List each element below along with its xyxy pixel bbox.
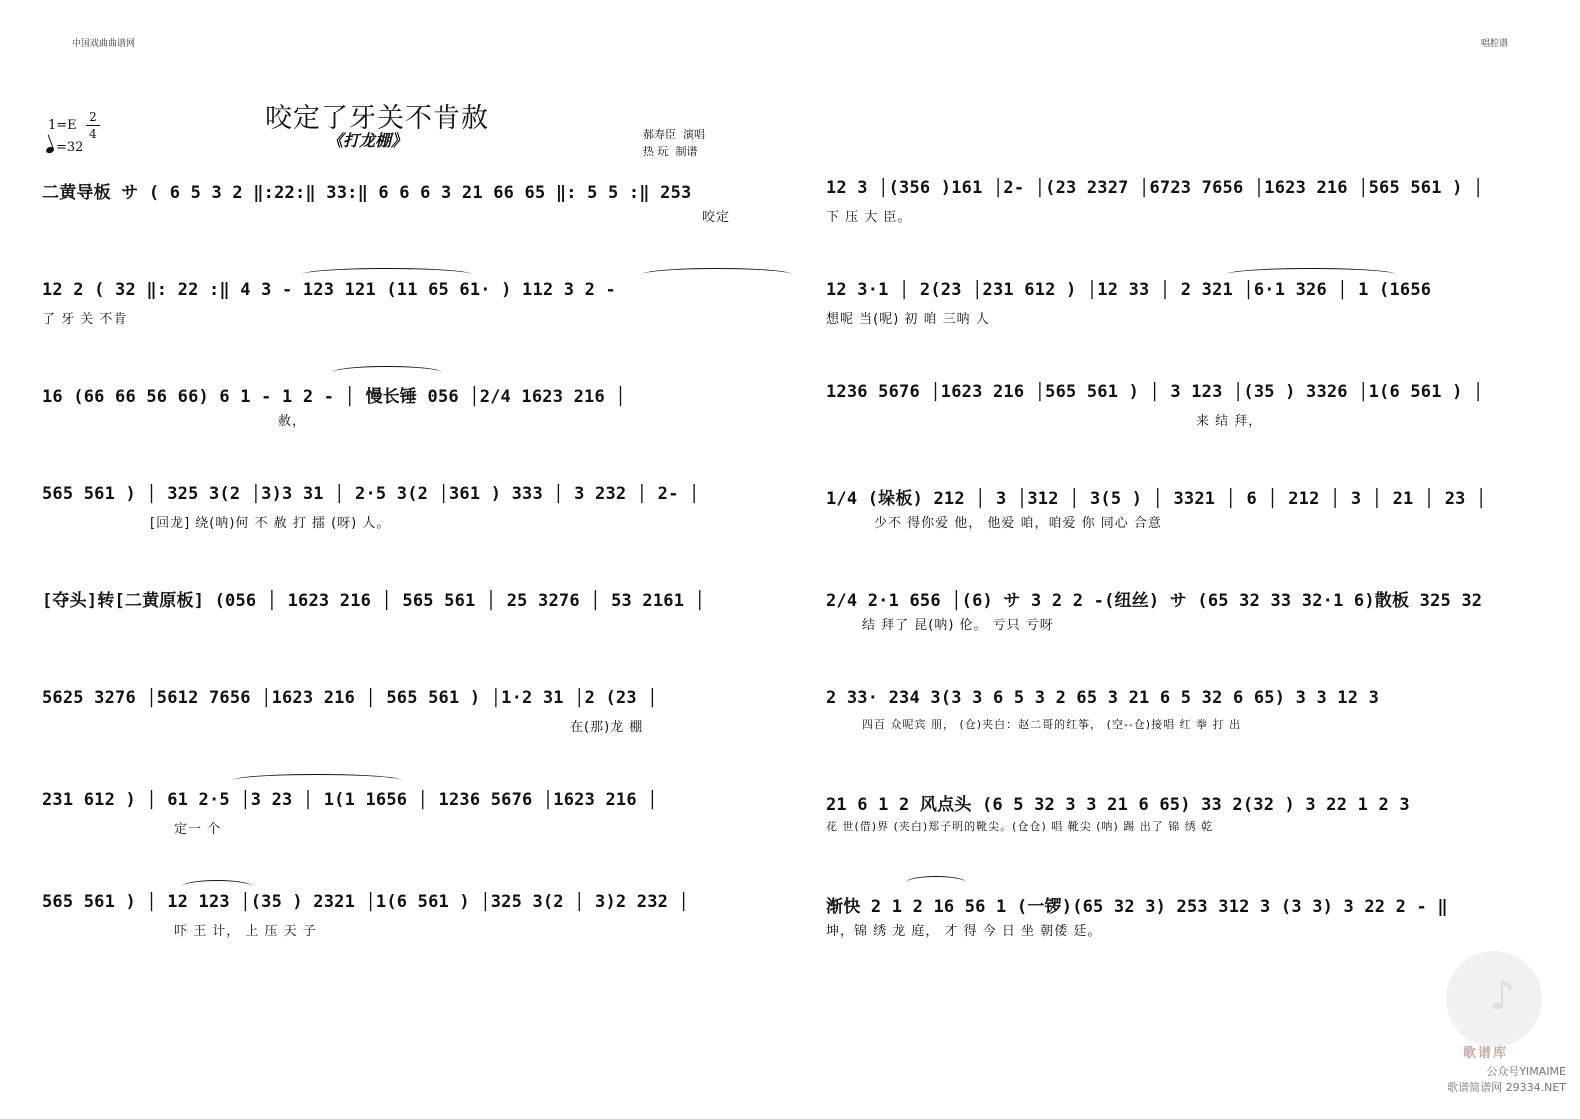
credits: [643, 126, 705, 160]
score-row: [42, 264, 754, 366]
time-signature: [86, 110, 100, 141]
notation-line: 1236 5676 │1623 216 │565 561 ) │ 3 123 │(35 ) 3326 │1(6 561 ) │: [826, 382, 1484, 402]
score-row: [826, 366, 1538, 468]
meter-bottom: 4: [89, 127, 97, 141]
score-row: [42, 162, 754, 264]
lyrics-line: [回龙] 绕(呐)何 不 赦 打 擂 (呀) 人。: [150, 516, 391, 531]
score-row: [42, 672, 754, 774]
lyrics-line: 结 拜了 昆(呐) 伦。 亏只 亏呀: [862, 618, 1054, 633]
credit-name: 郝寿臣: [643, 128, 676, 141]
notation-line: 1/4 (垛板) 212 │ 3 │312 │ 3(5 ) │ 3321 │ 6 │ 212 │ 3 │ 21 │ 23 │: [826, 489, 1487, 509]
quarter-note-icon: [45, 146, 55, 154]
score-row: [826, 774, 1538, 876]
score-row: [826, 570, 1538, 672]
watermark-brand: 歌谱库: [1462, 1046, 1508, 1061]
slur-mark: [232, 774, 402, 787]
tempo-value: =32: [56, 140, 84, 155]
lyrics-line: 赦，: [278, 414, 307, 429]
credit-role: 演唱: [683, 128, 705, 141]
score-right-column: [826, 162, 1538, 978]
credit-arranger: [643, 143, 705, 160]
notation-line: [夺头]转[二黄原板] (056 │ 1623 216 │ 565 561 │ 25 3276 │ 53 2161 │: [42, 591, 706, 611]
watermark-site: 歌谱简谱网 29334.NET: [1447, 1081, 1566, 1094]
notation-line: 12 3 │(356 )161 │2- │(23 2327 │6723 7656 │1623 216 │565 561 ) │: [826, 178, 1484, 198]
site-header-right: 唱腔谱: [1480, 39, 1508, 49]
slur-mark: [302, 268, 472, 281]
meter-top: 2: [89, 110, 97, 124]
score-row: [826, 264, 1538, 366]
watermark-wechat: 公众号YIMAIME: [1486, 1065, 1566, 1078]
slur-mark: [332, 366, 442, 379]
score-row: [826, 162, 1538, 264]
score-row: [42, 468, 754, 570]
lyrics-line: 了 牙 关 不肯: [42, 312, 128, 327]
key-signature: 1=E: [48, 118, 77, 133]
score-row: [42, 366, 754, 468]
lyrics-line: 下 压 大 臣。: [826, 210, 912, 225]
slur-mark: [642, 268, 792, 281]
notation-line: 565 561 ) │ 325 3(2 │3)3 31 │ 2·5 3(2 │361 ) 333 │ 3 232 │ 2- │: [42, 484, 700, 504]
notation-line: 565 561 ) │ 12 123 │(35 ) 2321 │1(6 561 ) │325 3(2 │ 3)2 232 │: [42, 892, 689, 912]
score-row: [42, 774, 754, 876]
score-row: [42, 570, 754, 672]
tempo-mark: [46, 140, 83, 155]
watermark: [1420, 931, 1570, 1111]
score-row: [826, 468, 1538, 570]
notation-line: 渐快 2 1 2 16 56 1 (一锣)(65 32 3) 253 312 3 (3 3) 3 22 2 - ‖: [826, 897, 1448, 917]
lyrics-line: 吓 王 计， 上 压 天 子: [174, 924, 317, 939]
lyrics-line: 来 结 拜，: [1196, 414, 1263, 429]
notation-line: 231 612 ) │ 61 2·5 │3 23 │ 1(1 1656 │ 1236 5676 │1623 216 │: [42, 790, 658, 810]
notation-line: 21 6 1 2 风点头 (6 5 32 3 3 21 6 65) 33 2(32 ) 3 22 1 2 3: [826, 795, 1410, 815]
lyrics-line: 定一 个: [174, 822, 222, 837]
notation-line: 2 33· 234 3(3 3 6 5 3 2 65 3 21 6 5 32 6 65) 3 3 12 3: [826, 688, 1380, 708]
lyrics-line: 咬定: [702, 210, 731, 225]
watermark-glyph: ♪: [1489, 973, 1515, 1019]
page-title: 咬定了牙关不肯赦: [265, 103, 489, 134]
score-left-column: [42, 162, 754, 978]
lyrics-line: 四百 众呢宾 朋， (仓)夹白：赵二哥的红筝， (空--仓)接唱 红 拳 打 出: [862, 718, 1242, 731]
notation-line: 16 (66 66 56 66) 6 1 - 1 2 - │ 慢长锤 056 │2/4 1623 216 │: [42, 387, 626, 407]
lyrics-line: 花 世(借)界 (夹白)郑子明的靴尖。(仓仓) 唱 靴尖 (呐) 踢 出了 锦 绣 乾: [826, 820, 1214, 833]
lyrics-line: 在(那)龙 棚: [570, 720, 644, 735]
credit-name: 热 玩: [643, 145, 669, 158]
slur-mark: [906, 876, 966, 889]
page-subtitle: 《打龙棚》: [327, 131, 408, 150]
score-row: [826, 672, 1538, 774]
lyrics-line: 坤，锦 绣 龙 庭， 才 得 今 日 坐 朝倭 廷。: [826, 924, 1102, 939]
credit-role: 制谱: [675, 145, 698, 158]
notation-line: 2/4 2·1 656 │(6) サ 3 2 2 -(纽丝) サ (65 32 33 32·1 6)散板 325 32: [826, 591, 1483, 611]
notation-line: 12 2 ( 32 ‖: 22 :‖ 4 3 - 123 121 (11 65 61· ) 112 3 2 -: [42, 280, 616, 300]
credit-singer: [643, 126, 705, 143]
slur-mark: [1226, 268, 1396, 281]
lyrics-line: 想呢 当(呢) 初 咱 三呐 人: [826, 312, 990, 327]
notation-line: 12 3·1 │ 2(23 │231 612 ) │12 33 │ 2 321 │6·1 326 │ 1 (1656: [826, 280, 1432, 300]
lyrics-line: 少不 得你爱 他， 他爱 咱，咱爱 你 同心 合意: [874, 516, 1162, 531]
site-header-left: 中国戏曲曲谱网: [72, 39, 136, 49]
notation-line: 5625 3276 │5612 7656 │1623 216 │ 565 561 ) │1·2 31 │2 (23 │: [42, 688, 658, 708]
slur-mark: [182, 880, 252, 893]
score-row: [42, 876, 754, 978]
notation-line: 二黄导板 サ ( 6 5 3 2 ‖:22:‖ 33:‖ 6 6 6 3 21 66 65 ‖: 5 5 :‖ 253: [42, 183, 692, 203]
